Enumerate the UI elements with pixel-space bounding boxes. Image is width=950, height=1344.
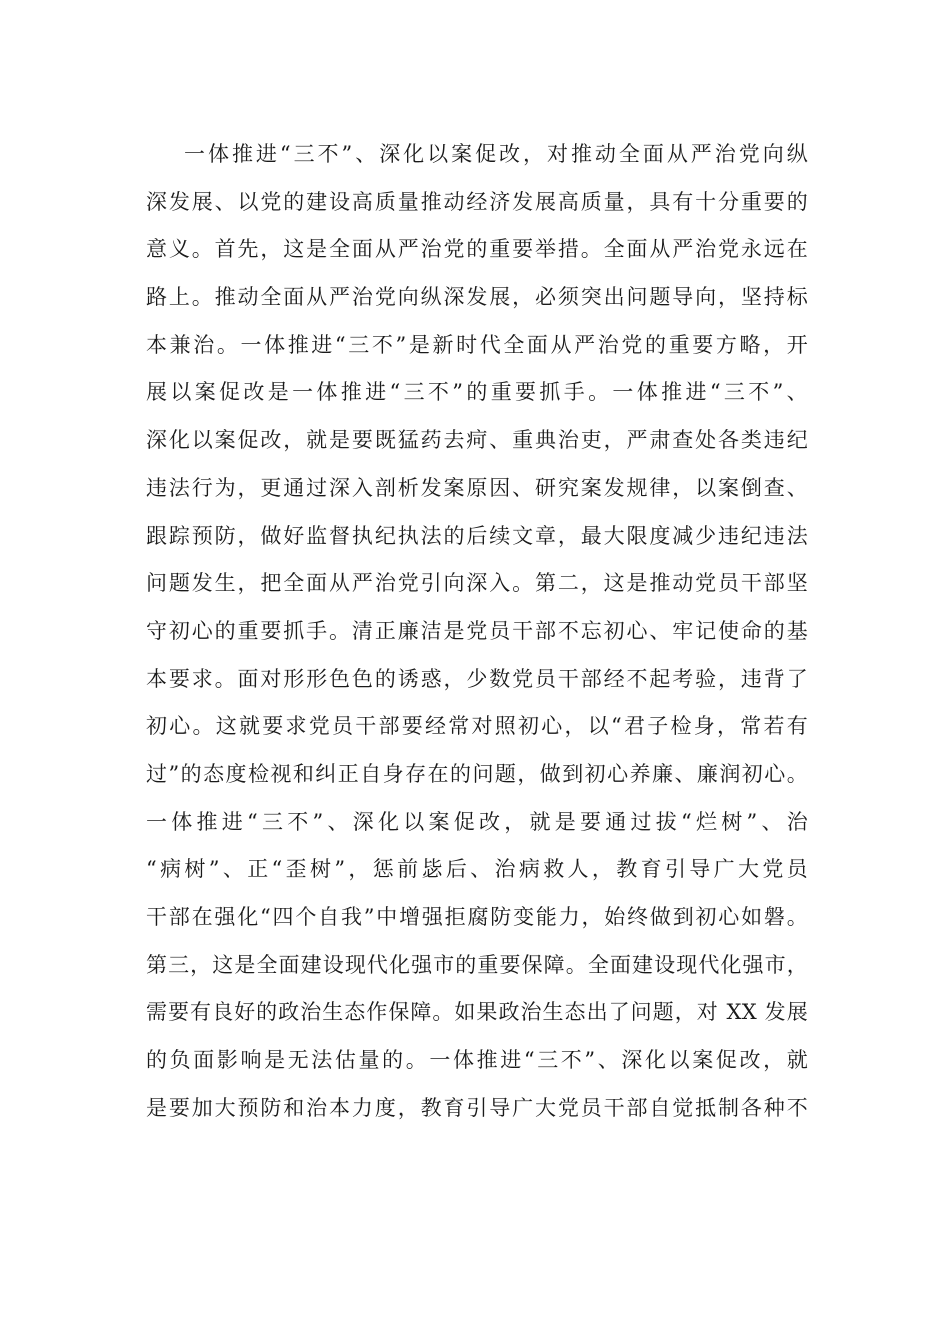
text-line: 路上。推动全面从严治党向纵深发展，必须突出问题导向，坚持标 — [146, 285, 808, 310]
text-line: 违法行为，更通过深入剖析发案原因、研究案发规律，以案倒查、 — [146, 475, 808, 500]
text-line: 过”的态度检视和纠正自身存在的问题，做到初心养廉、廉润初心。 — [146, 761, 808, 786]
text-line: 需要有良好的政治生态作保障。如果政治生态出了问题，对 XX 发展 — [146, 1000, 808, 1025]
body-paragraph — [146, 131, 808, 1132]
text-line: 守初心的重要抓手。清正廉洁是党员干部不忘初心、牢记使命的基 — [146, 618, 808, 643]
text-line: 跟踪预防，做好监督执纪执法的后续文章，最大限度减少违纪违法 — [146, 523, 808, 548]
text-line: 的负面影响是无法估量的。一体推进“三不”、深化以案促改，就 — [146, 1048, 808, 1073]
text-line: 问题发生，把全面从严治党引向深入。第二，这是推动党员干部坚 — [146, 571, 808, 596]
text-line: “病树”、正“歪树”，惩前毖后、治病救人，教育引导广大党员 — [146, 857, 808, 882]
text-line: 是要加大预防和治本力度，教育引导广大党员干部自觉抵制各种不 — [146, 1095, 808, 1120]
text-line: 本兼治。一体推进“三不”是新时代全面从严治党的重要方略，开 — [146, 332, 808, 357]
text-line: 一体推进“三不”、深化以案促改，就是要通过拔“烂树”、治 — [146, 809, 808, 834]
text-line: 干部在强化“四个自我”中增强拒腐防变能力，始终做到初心如磐。 — [146, 905, 808, 929]
text-line: 本要求。面对形形色色的诱惑，少数党员干部经不起考验，违背了 — [146, 666, 808, 691]
text-line: 深发展、以党的建设高质量推动经济发展高质量，具有十分重要的 — [146, 189, 808, 214]
text-line: 一体推进“三不”、深化以案促改，对推动全面从严治党向纵 — [184, 142, 808, 166]
text-line: 深化以案促改，就是要既猛药去疴、重典治吏，严肃查处各类违纪 — [146, 428, 808, 453]
text-line: 第三，这是全面建设现代化强市的重要保障。全面建设现代化强市， — [146, 952, 808, 977]
text-line: 意义。首先，这是全面从严治党的重要举措。全面从严治党永远在 — [146, 237, 808, 262]
text-line: 初心。这就要求党员干部要经常对照初心，以“君子检身，常若有 — [146, 714, 808, 739]
text-line: 展以案促改是一体推进“三不”的重要抓手。一体推进“三不”、 — [146, 380, 808, 405]
